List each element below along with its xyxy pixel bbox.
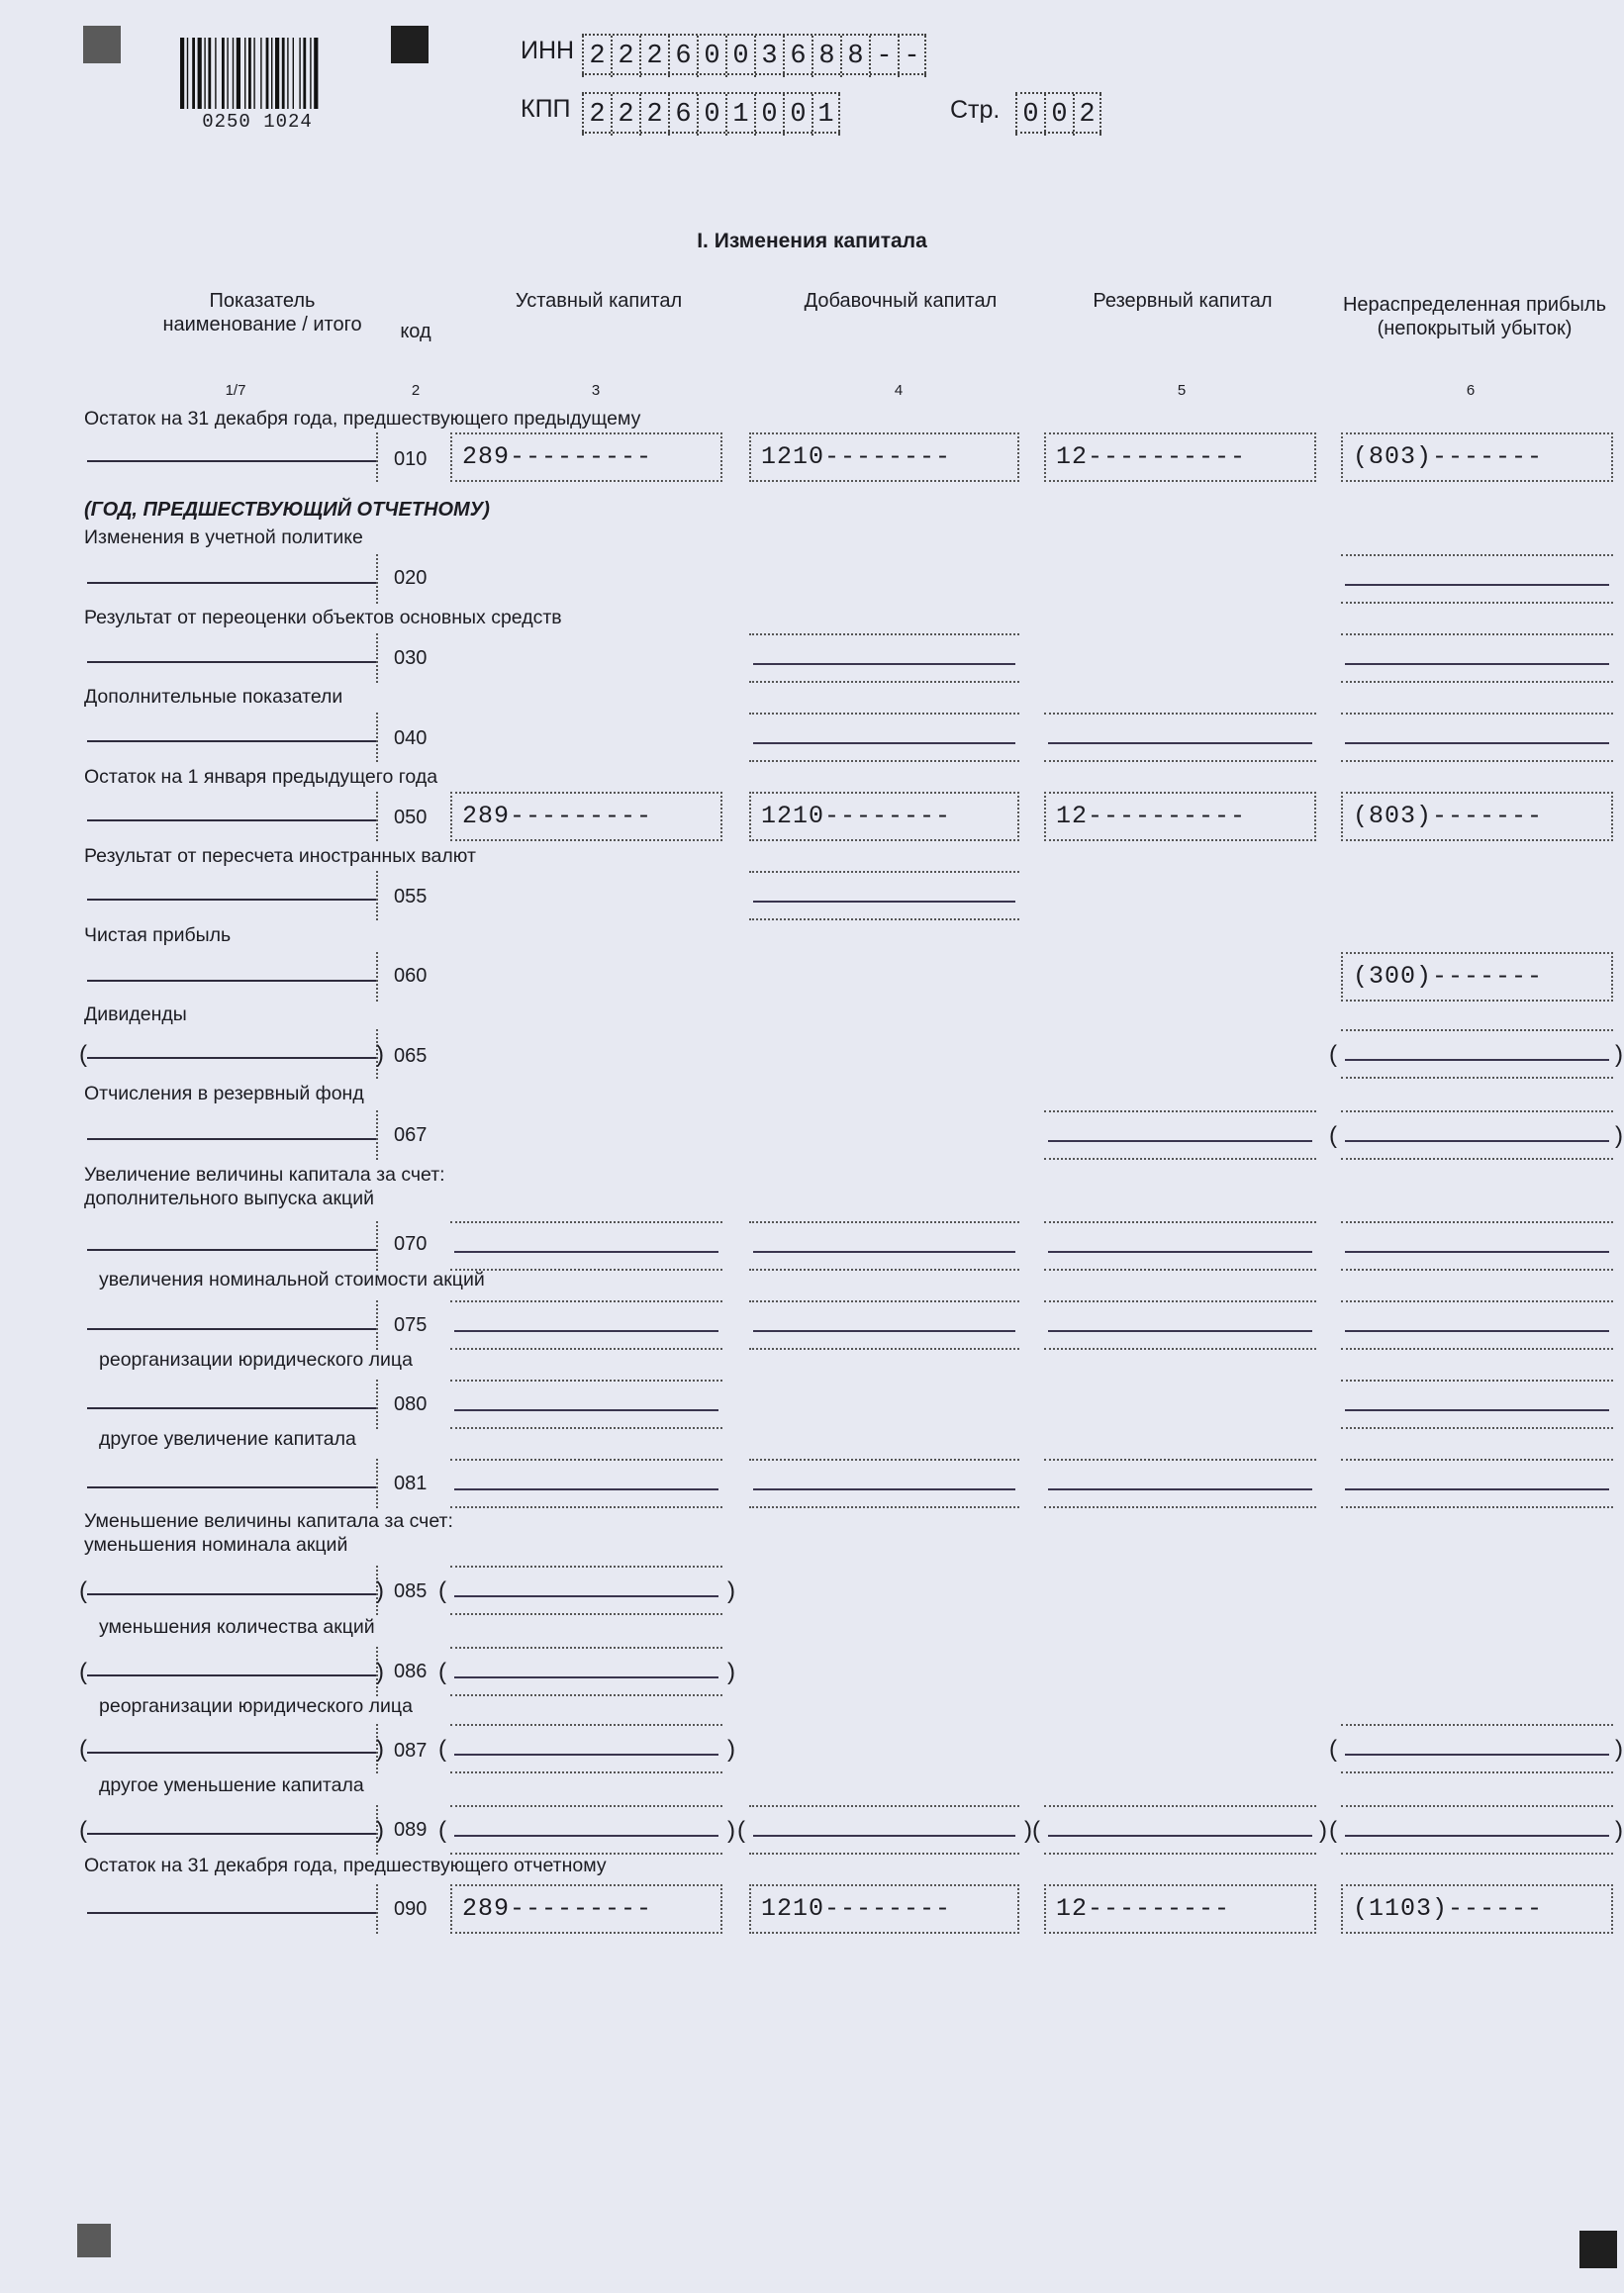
page-digit-cell[interactable]: 2	[1073, 94, 1101, 136]
row-name-field-edge	[376, 1459, 378, 1508]
inn-digit-cell[interactable]: -	[869, 36, 898, 77]
row-name-field-edge	[376, 713, 378, 762]
cell-value: (803)-------	[1353, 802, 1544, 830]
cell-entry-line	[753, 663, 1015, 665]
corner-marker-top-center	[391, 26, 429, 63]
row-name-field[interactable]	[87, 460, 376, 462]
row-name-field[interactable]	[87, 740, 376, 742]
row-code: 075	[394, 1314, 428, 1336]
cell-entry-line	[454, 1330, 718, 1332]
kpp-label: КПП	[521, 95, 571, 123]
row-name-field[interactable]	[87, 1249, 376, 1251]
cell-entry-line	[753, 901, 1015, 903]
cell-entry-line	[1345, 1488, 1609, 1490]
cell-entry-line	[454, 1488, 718, 1490]
row-code: 010	[394, 448, 428, 470]
col-header-retained-earnings: Нераспределенная прибыль (непокрытый убыток)	[1342, 294, 1606, 339]
cell-value: 289---------	[462, 442, 653, 471]
row-name-field[interactable]	[87, 1138, 376, 1140]
cell-entry-line	[454, 1595, 718, 1597]
value-cell-c4[interactable]	[749, 871, 1019, 920]
row-label: (ГОД, ПРЕДШЕСТВУЮЩИЙ ОТЧЕТНОМУ)	[84, 499, 490, 521]
cell-value: 1210--------	[761, 802, 952, 830]
row-code: 065	[394, 1045, 428, 1067]
kpp-digit-cell[interactable]: 0	[754, 94, 783, 136]
row-name-field[interactable]	[87, 899, 376, 901]
paren-open: (	[1329, 1041, 1337, 1068]
kpp-digit-cell[interactable]: 0	[697, 94, 725, 136]
paren-close: )	[1615, 1122, 1623, 1149]
cell-value: 12----------	[1056, 802, 1247, 830]
inn-digit-cell[interactable]: 2	[611, 36, 639, 77]
corner-marker-bottom-left	[77, 2224, 111, 2257]
row-name-field[interactable]	[87, 1328, 376, 1330]
row-code: 085	[394, 1580, 428, 1602]
row-name-field[interactable]	[87, 1407, 376, 1409]
col-number-5: 5	[1177, 382, 1187, 399]
value-cell-c6[interactable]	[1341, 952, 1613, 1002]
row-label: Дивиденды	[84, 1003, 187, 1025]
cell-entry-line	[1048, 1835, 1312, 1837]
value-cell-c5[interactable]	[1044, 1805, 1316, 1855]
paren-close: )	[376, 1817, 384, 1844]
row-name-field-edge	[376, 1110, 378, 1160]
col-number-1: 1/7	[225, 382, 246, 399]
section-title: I. Изменения капитала	[697, 230, 927, 252]
kpp-digit-cell[interactable]: 2	[582, 94, 611, 136]
row-name-field[interactable]	[87, 1912, 376, 1914]
row-name-field-edge	[376, 1221, 378, 1271]
cell-entry-line	[454, 1409, 718, 1411]
value-cell-c5[interactable]	[1044, 1459, 1316, 1508]
page-number-field[interactable]	[1015, 92, 1101, 134]
row-code: 060	[394, 965, 428, 987]
value-cell-c3[interactable]	[450, 792, 722, 841]
value-cell-c6[interactable]	[1341, 792, 1613, 841]
cell-entry-line	[1048, 1488, 1312, 1490]
value-cell-c3[interactable]	[450, 432, 722, 482]
row-name-field[interactable]	[87, 1833, 376, 1835]
kpp-digit-cell[interactable]: 0	[783, 94, 812, 136]
row-name-field[interactable]	[87, 1674, 376, 1676]
row-label: Уменьшение величины капитала за счет:	[84, 1510, 453, 1532]
value-cell-c6[interactable]	[1341, 1884, 1613, 1934]
value-cell-c6[interactable]	[1341, 1110, 1613, 1160]
value-cell-c6[interactable]	[1341, 1300, 1613, 1350]
cell-entry-line	[454, 1676, 718, 1678]
value-cell-c3[interactable]	[450, 1380, 722, 1429]
paren-close: )	[1024, 1817, 1032, 1844]
col-header-indicator: Показатель наименование / итого	[162, 290, 362, 335]
col-header-code: код	[400, 321, 431, 342]
col-number-4: 4	[894, 382, 904, 399]
col-number-2: 2	[411, 382, 421, 399]
row-label: уменьшения количества акций	[99, 1616, 375, 1638]
cell-entry-line	[1345, 663, 1609, 665]
row-name-field-edge	[376, 871, 378, 920]
paren-close: )	[727, 1577, 735, 1604]
value-cell-c4[interactable]	[749, 1884, 1019, 1934]
paren-open: (	[1032, 1817, 1040, 1844]
paren-close: )	[376, 1041, 384, 1068]
value-cell-c3[interactable]	[450, 1221, 722, 1271]
cell-entry-line	[1048, 1330, 1312, 1332]
cell-entry-line	[1345, 1754, 1609, 1756]
cell-entry-line	[1345, 742, 1609, 744]
value-cell-c4[interactable]	[749, 792, 1019, 841]
cell-value: 289---------	[462, 1894, 653, 1923]
paren-open: (	[1329, 1736, 1337, 1763]
cell-entry-line	[1048, 1140, 1312, 1142]
col-number-3: 3	[591, 382, 601, 399]
cell-entry-line	[1345, 584, 1609, 586]
value-cell-c6[interactable]	[1341, 1724, 1613, 1773]
paren-close: )	[727, 1817, 735, 1844]
cell-entry-line	[753, 1330, 1015, 1332]
value-cell-c5[interactable]	[1044, 432, 1316, 482]
row-sublabel: уменьшения номинала акций	[84, 1534, 348, 1556]
paren-close: )	[1319, 1817, 1327, 1844]
row-label: Дополнительные показатели	[84, 686, 343, 708]
row-name-field[interactable]	[87, 1752, 376, 1754]
paren-open: (	[79, 1736, 87, 1763]
cell-entry-line	[1048, 1251, 1312, 1253]
row-code: 030	[394, 647, 428, 669]
row-code: 089	[394, 1819, 428, 1841]
value-cell-c5[interactable]	[1044, 1884, 1316, 1934]
value-cell-c6[interactable]	[1341, 1459, 1613, 1508]
value-cell-c6[interactable]	[1341, 713, 1613, 762]
row-code: 040	[394, 727, 428, 749]
kpp-digit-cell[interactable]: 2	[611, 94, 639, 136]
row-code: 020	[394, 567, 428, 589]
kpp-digit-cell[interactable]: 1	[725, 94, 754, 136]
value-cell-c6[interactable]	[1341, 554, 1613, 604]
row-name-field[interactable]	[87, 819, 376, 821]
row-label: другое уменьшение капитала	[99, 1774, 364, 1796]
row-label: Чистая прибыль	[84, 924, 232, 946]
cell-value: (1103)------	[1353, 1894, 1544, 1923]
paren-close: )	[376, 1736, 384, 1763]
value-cell-c3[interactable]	[450, 1300, 722, 1350]
cell-entry-line	[753, 1251, 1015, 1253]
row-name-field-edge	[376, 1884, 378, 1934]
row-name-field-edge	[376, 952, 378, 1002]
value-cell-c3[interactable]	[450, 1566, 722, 1615]
kpp-digit-cell[interactable]: 2	[639, 94, 668, 136]
row-name-field-edge	[376, 633, 378, 683]
cell-entry-line	[753, 742, 1015, 744]
row-code: 081	[394, 1473, 428, 1494]
paren-open: (	[438, 1659, 446, 1685]
value-cell-c4[interactable]	[749, 432, 1019, 482]
cell-entry-line	[1345, 1251, 1609, 1253]
cell-entry-line	[753, 1488, 1015, 1490]
cell-entry-line	[1345, 1835, 1609, 1837]
corner-marker-bottom-right	[1579, 2231, 1617, 2268]
row-label: Результат от переоценки объектов основных средств	[84, 607, 562, 628]
paren-open: (	[438, 1817, 446, 1844]
paren-close: )	[376, 1577, 384, 1604]
value-cell-c3[interactable]	[450, 1805, 722, 1855]
inn-label: ИНН	[521, 37, 575, 64]
paren-close: )	[727, 1736, 735, 1763]
value-cell-c3[interactable]	[450, 1724, 722, 1773]
value-cell-c4[interactable]	[749, 633, 1019, 683]
row-label: Увеличение величины капитала за счет:	[84, 1164, 445, 1186]
page-label: Стр.	[950, 96, 1001, 124]
barcode	[178, 38, 336, 133]
cell-value: 1210--------	[761, 1894, 952, 1923]
value-cell-c5[interactable]	[1044, 1110, 1316, 1160]
row-code: 090	[394, 1898, 428, 1920]
value-cell-c4[interactable]	[749, 1300, 1019, 1350]
paren-open: (	[737, 1817, 745, 1844]
kpp-field[interactable]	[582, 92, 840, 134]
paren-close: )	[1615, 1041, 1623, 1068]
value-cell-c5[interactable]	[1044, 1300, 1316, 1350]
row-sublabel: дополнительного выпуска акций	[84, 1188, 375, 1209]
row-label: увеличения номинальной стоимости акций	[99, 1269, 485, 1290]
cell-value: 289---------	[462, 802, 653, 830]
row-name-field[interactable]	[87, 661, 376, 663]
row-label: Результат от пересчета иностранных валют	[84, 845, 476, 867]
kpp-digit-cell[interactable]: 6	[668, 94, 697, 136]
col-number-6: 6	[1466, 382, 1476, 399]
corner-marker-top-left	[83, 26, 121, 63]
row-label: другое увеличение капитала	[99, 1428, 356, 1450]
row-name-field-edge	[376, 792, 378, 841]
value-cell-c3[interactable]	[450, 1884, 722, 1934]
inn-digit-cell[interactable]: 8	[840, 36, 869, 77]
paren-open: (	[1329, 1122, 1337, 1149]
value-cell-c4[interactable]	[749, 1805, 1019, 1855]
paren-open: (	[79, 1817, 87, 1844]
value-cell-c5[interactable]	[1044, 792, 1316, 841]
kpp-digit-cell[interactable]: 1	[812, 94, 840, 136]
row-label: Отчисления в резервный фонд	[84, 1083, 364, 1104]
row-label: Остаток на 31 декабря года, предшествующего предыдущему	[84, 408, 641, 430]
row-code: 050	[394, 807, 428, 828]
cell-value: 12----------	[1056, 442, 1247, 471]
cell-entry-line	[1345, 1059, 1609, 1061]
paren-open: (	[438, 1577, 446, 1604]
page-digit-cell[interactable]: 0	[1015, 94, 1044, 136]
cell-entry-line	[1345, 1409, 1609, 1411]
value-cell-c4[interactable]	[749, 1459, 1019, 1508]
row-code: 055	[394, 886, 428, 908]
barcode-bars	[178, 38, 336, 109]
cell-entry-line	[753, 1835, 1015, 1837]
cell-value: (300)-------	[1353, 962, 1544, 991]
paren-open: (	[79, 1659, 87, 1685]
cell-entry-line	[1345, 1140, 1609, 1142]
cell-value: 12---------	[1056, 1894, 1231, 1923]
value-cell-c6[interactable]	[1341, 1805, 1613, 1855]
cell-entry-line	[454, 1754, 718, 1756]
row-code: 070	[394, 1233, 428, 1255]
row-code: 087	[394, 1740, 428, 1762]
row-name-field[interactable]	[87, 1593, 376, 1595]
value-cell-c3[interactable]	[450, 1459, 722, 1508]
row-code: 067	[394, 1124, 428, 1146]
inn-digit-cell[interactable]: 6	[783, 36, 812, 77]
col-header-additional-capital: Добавочный капитал	[804, 290, 998, 312]
value-cell-c5[interactable]	[1044, 1221, 1316, 1271]
row-name-field[interactable]	[87, 1057, 376, 1059]
row-label: Изменения в учетной политике	[84, 526, 363, 548]
row-name-field[interactable]	[87, 980, 376, 982]
inn-digit-cell[interactable]: 6	[668, 36, 697, 77]
paren-close: )	[727, 1659, 735, 1685]
inn-digit-cell[interactable]: 8	[812, 36, 840, 77]
inn-field[interactable]	[582, 34, 926, 75]
cell-entry-line	[1345, 1330, 1609, 1332]
inn-digit-cell[interactable]: 2	[582, 36, 611, 77]
paren-open: (	[79, 1577, 87, 1604]
value-cell-c6[interactable]	[1341, 1380, 1613, 1429]
value-cell-c6[interactable]	[1341, 432, 1613, 482]
page-digit-cell[interactable]: 0	[1044, 94, 1073, 136]
row-name-field-edge	[376, 1380, 378, 1429]
row-name-field-edge	[376, 1300, 378, 1350]
paren-close: )	[376, 1659, 384, 1685]
cell-value: (803)-------	[1353, 442, 1544, 471]
inn-digit-cell[interactable]: -	[898, 36, 926, 77]
paren-close: )	[1615, 1817, 1623, 1844]
cell-entry-line	[454, 1251, 718, 1253]
row-name-field-edge	[376, 554, 378, 604]
row-name-field[interactable]	[87, 582, 376, 584]
row-code: 086	[394, 1661, 428, 1682]
value-cell-c3[interactable]	[450, 1647, 722, 1696]
row-label: реорганизации юридического лица	[99, 1349, 413, 1371]
inn-digit-cell[interactable]: 2	[639, 36, 668, 77]
cell-entry-line	[454, 1835, 718, 1837]
value-cell-c6[interactable]	[1341, 1221, 1613, 1271]
value-cell-c6[interactable]	[1341, 633, 1613, 683]
value-cell-c4[interactable]	[749, 1221, 1019, 1271]
paren-open: (	[1329, 1817, 1337, 1844]
inn-digit-cell[interactable]: 0	[725, 36, 754, 77]
cell-entry-line	[1048, 742, 1312, 744]
row-code: 080	[394, 1393, 428, 1415]
row-label: Остаток на 1 января предыдущего года	[84, 766, 438, 788]
value-cell-c6[interactable]	[1341, 1029, 1613, 1079]
paren-close: )	[1615, 1736, 1623, 1763]
value-cell-c4[interactable]	[749, 713, 1019, 762]
row-name-field[interactable]	[87, 1486, 376, 1488]
row-name-field-edge	[376, 432, 378, 482]
col-header-charter-capital: Уставный капитал	[515, 290, 683, 312]
row-label: реорганизации юридического лица	[99, 1695, 413, 1717]
cell-value: 1210--------	[761, 442, 952, 471]
value-cell-c5[interactable]	[1044, 713, 1316, 762]
row-label: Остаток на 31 декабря года, предшествующего отчетному	[84, 1855, 607, 1876]
paren-open: (	[438, 1736, 446, 1763]
inn-digit-cell[interactable]: 0	[697, 36, 725, 77]
barcode-number: 0250 1024	[202, 111, 313, 133]
inn-digit-cell[interactable]: 3	[754, 36, 783, 77]
col-header-reserve-capital: Резервный капитал	[1093, 290, 1273, 312]
paren-open: (	[79, 1041, 87, 1068]
